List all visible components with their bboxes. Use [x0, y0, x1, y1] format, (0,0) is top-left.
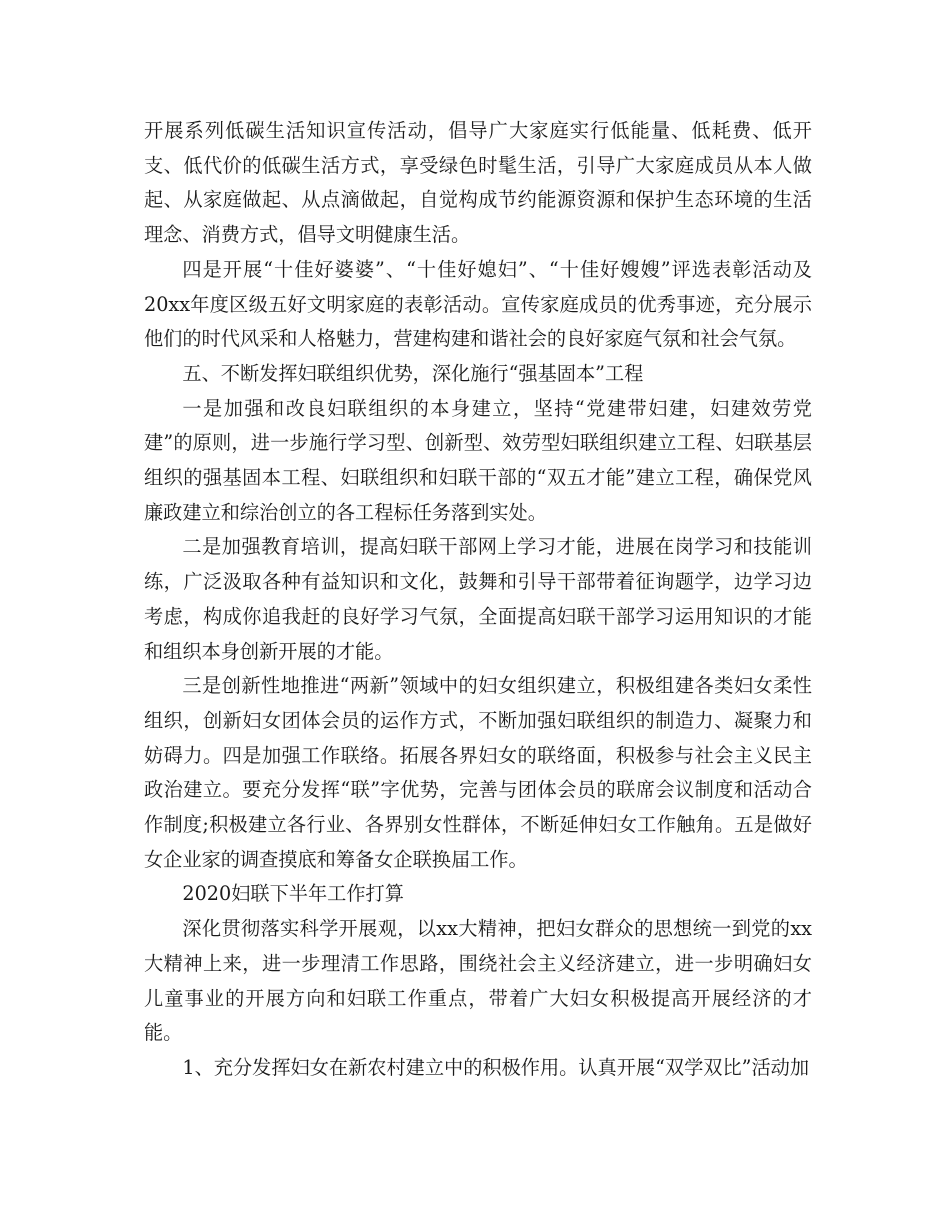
paragraph-low-carbon: 开展系列低碳生活知识宣传活动，倡导广大家庭实行低能量、低耗费、低开支、低代价的低碳生活方式，享受绿色时髦生活，引导广大家庭成员从本人做起、从家庭做起、从点滴做起，自觉构成节约能源资源和保护生态环境的生活理念、消费方式，倡导文明健康生活。 — [144, 119, 812, 247]
section-heading-plan: 2020妇联下半年工作打算 — [182, 882, 404, 906]
paragraph-innovation-liaison: 三是创新性地推进“两新”领域中的妇女组织建立，积极组建各类妇女柔性组织，创新妇女团体会员的运作方式，不断加强妇联组织的制造力、凝聚力和妨碍力。四是加强工作联络。拓展各界妇女的联络面，积极参与社会主义民主政治建立。要充分发挥“联”字优势，完善与团体会员的联席会议制度和活动合作制度;积极建立各行业、各界别女性群体，不断延伸妇女工作触角。五是做好女企业家的调查摸底和筹备女企联换届工作。 — [144, 674, 812, 871]
paragraph-plan-intro: 深化贯彻落实科学开展观，以xx大精神，把妇女群众的思想统一到党的xx大精神上来，进一步理清工作思路，围绕社会主义经济建立，进一步明确妇女儿童事业的开展方向和妇联工作重点，带着广大妇女积极提高开展经济的才能。 — [144, 917, 812, 1045]
paragraph-plan-item-1: 1、充分发挥妇女在新农村建立中的积极作用。认真开展“双学双比”活动加 — [182, 1055, 810, 1079]
paragraph-education-training: 二是加强教育培训，提高妇联干部网上学习才能，进展在岗学习和技能训练，广泛汲取各种有益知识和文化，鼓舞和引导干部带着征询题学，边学习边考虑，构成你追我赶的良好学习气氛，全面提高妇联干部学习运用知识的才能和组织本身创新开展的才能。 — [144, 535, 812, 663]
document-body — [144, 114, 812, 1086]
paragraph-organization-building: 一是加强和改良妇联组织的本身建立，坚持“党建带妇建，妇建效劳党建”的原则，进一步施行学习型、创新型、效劳型妇联组织建立工程、妇联基层组织的强基固本工程、妇联组织和妇联干部的“双五才能”建立工程，确保党风廉政建立和综治创立的各工程标任务落到实处。 — [144, 396, 812, 524]
section-heading-five: 五、不断发挥妇联组织优势，深化施行“强基固本”工程 — [182, 361, 644, 385]
paragraph-family-awards: 四是开展“十佳好婆婆”、“十佳好媳妇”、“十佳好嫂嫂”评选表彰活动及20xx年度区级五好文明家庭的表彰活动。宣传家庭成员的优秀事迹，充分展示他们的时代风采和人格魅力，营建构建和谐社会的良好家庭气氛和社会气氛。 — [144, 257, 812, 351]
